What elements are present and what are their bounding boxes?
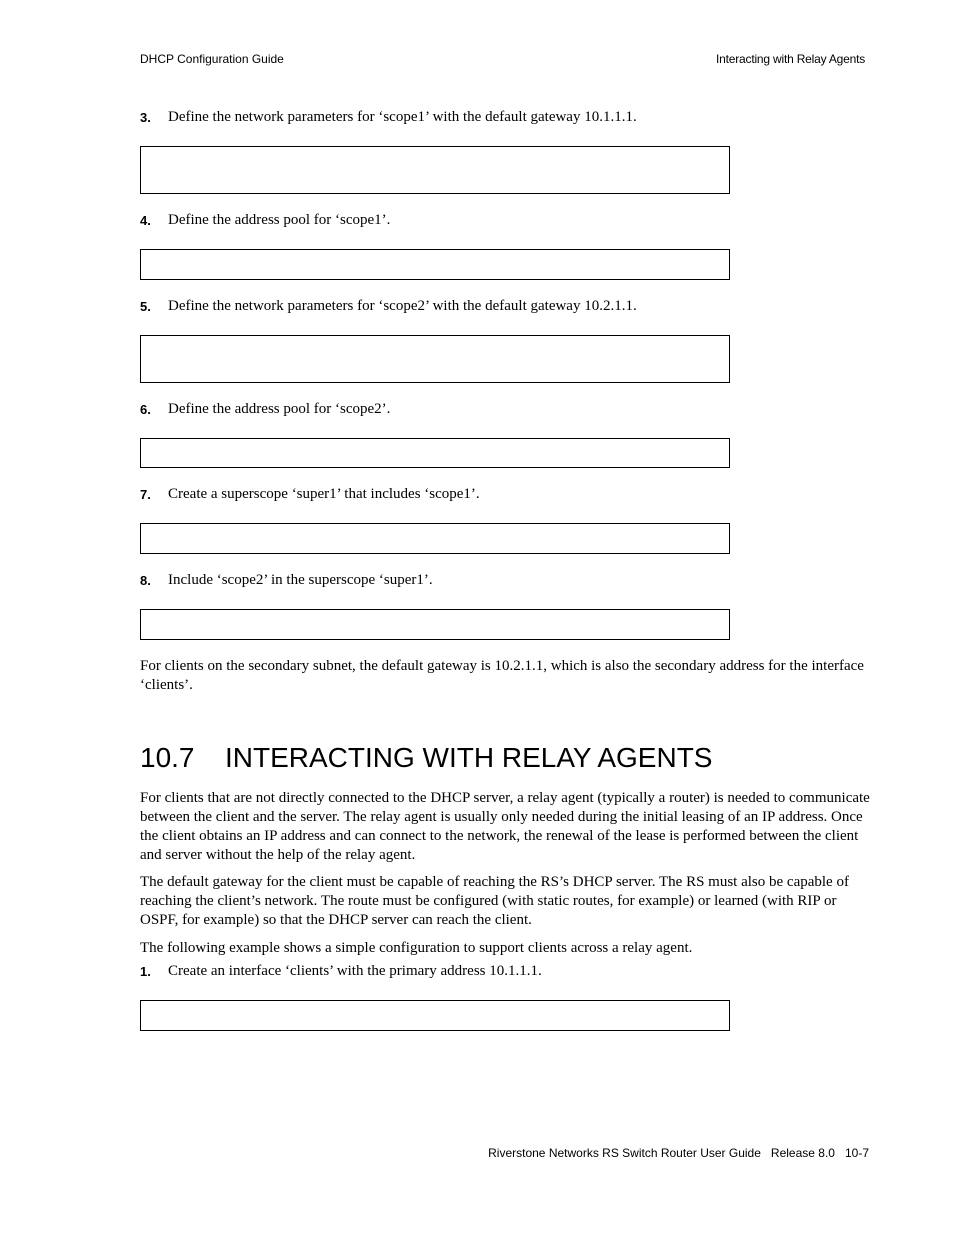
body-paragraph-3: The following example shows a simple configuration to support clients across a relay agent. xyxy=(140,940,693,956)
step-text: Define the address pool for ‘scope2’. xyxy=(168,401,391,417)
code-box-step-7 xyxy=(140,523,730,554)
step-text: Define the network parameters for ‘scope1’ with the default gateway 10.1.1.1. xyxy=(168,109,637,125)
body-paragraph-2: The default gateway for the client must be capable of reaching the RS’s DHCP server. The RS must also be capable of reaching the client’s network. The route must be configured (with static routes, for example) or learned (with RIP or OSPF, for example) so that the DHCP server can reach the client. xyxy=(140,874,849,928)
code-box-step-5 xyxy=(140,335,730,383)
step-text: Include ‘scope2’ in the superscope ‘super1’. xyxy=(168,572,433,588)
step-text: Create a superscope ‘super1’ that includes ‘scope1’. xyxy=(168,486,480,502)
step-number: 8. xyxy=(140,573,151,588)
section-number: 10.7 xyxy=(140,742,195,773)
code-box-step-3 xyxy=(140,146,730,194)
page-footer xyxy=(488,1146,869,1160)
section-heading xyxy=(140,740,712,776)
footer-guide-title: Riverstone Networks RS Switch Router User Guide xyxy=(488,1146,761,1160)
step-text: Define the address pool for ‘scope1’. xyxy=(168,212,391,228)
code-box-step-8 xyxy=(140,609,730,640)
footer-page-number: 10-7 xyxy=(844,1146,869,1160)
step-number: 3. xyxy=(140,110,151,125)
code-box-step-4 xyxy=(140,249,730,280)
footer-release: Release 8.0 xyxy=(770,1146,835,1160)
section-title: INTERACTING WITH RELAY AGENTS xyxy=(225,742,713,773)
code-box-step-6 xyxy=(140,438,730,468)
step-number: 1. xyxy=(140,964,151,979)
running-header-right: Interacting with Relay Agents xyxy=(716,52,865,66)
running-header-left: DHCP Configuration Guide xyxy=(140,52,284,66)
step-number: 6. xyxy=(140,402,151,417)
step-text: Define the network parameters for ‘scope2’ with the default gateway 10.2.1.1. xyxy=(168,298,637,314)
code-box-step-1 xyxy=(140,1000,730,1031)
step-number: 4. xyxy=(140,213,151,228)
step-number: 7. xyxy=(140,487,151,502)
step-text: Create an interface ‘clients’ with the primary address 10.1.1.1. xyxy=(168,963,542,979)
secondary-subnet-paragraph: For clients on the secondary subnet, the default gateway is 10.2.1.1, which is also the secondary address for the interface ‘clients’. xyxy=(140,658,864,693)
body-paragraph-1: For clients that are not directly connected to the DHCP server, a relay agent (typically a router) is needed to communicate between the client and the server. The relay agent is usually only needed during the initial leasing of an IP address. Once the client obtains an IP address and can connect to the network, the renewal of the lease is performed between the client and server without the help of the relay agent. xyxy=(140,790,870,863)
step-number: 5. xyxy=(140,299,151,314)
